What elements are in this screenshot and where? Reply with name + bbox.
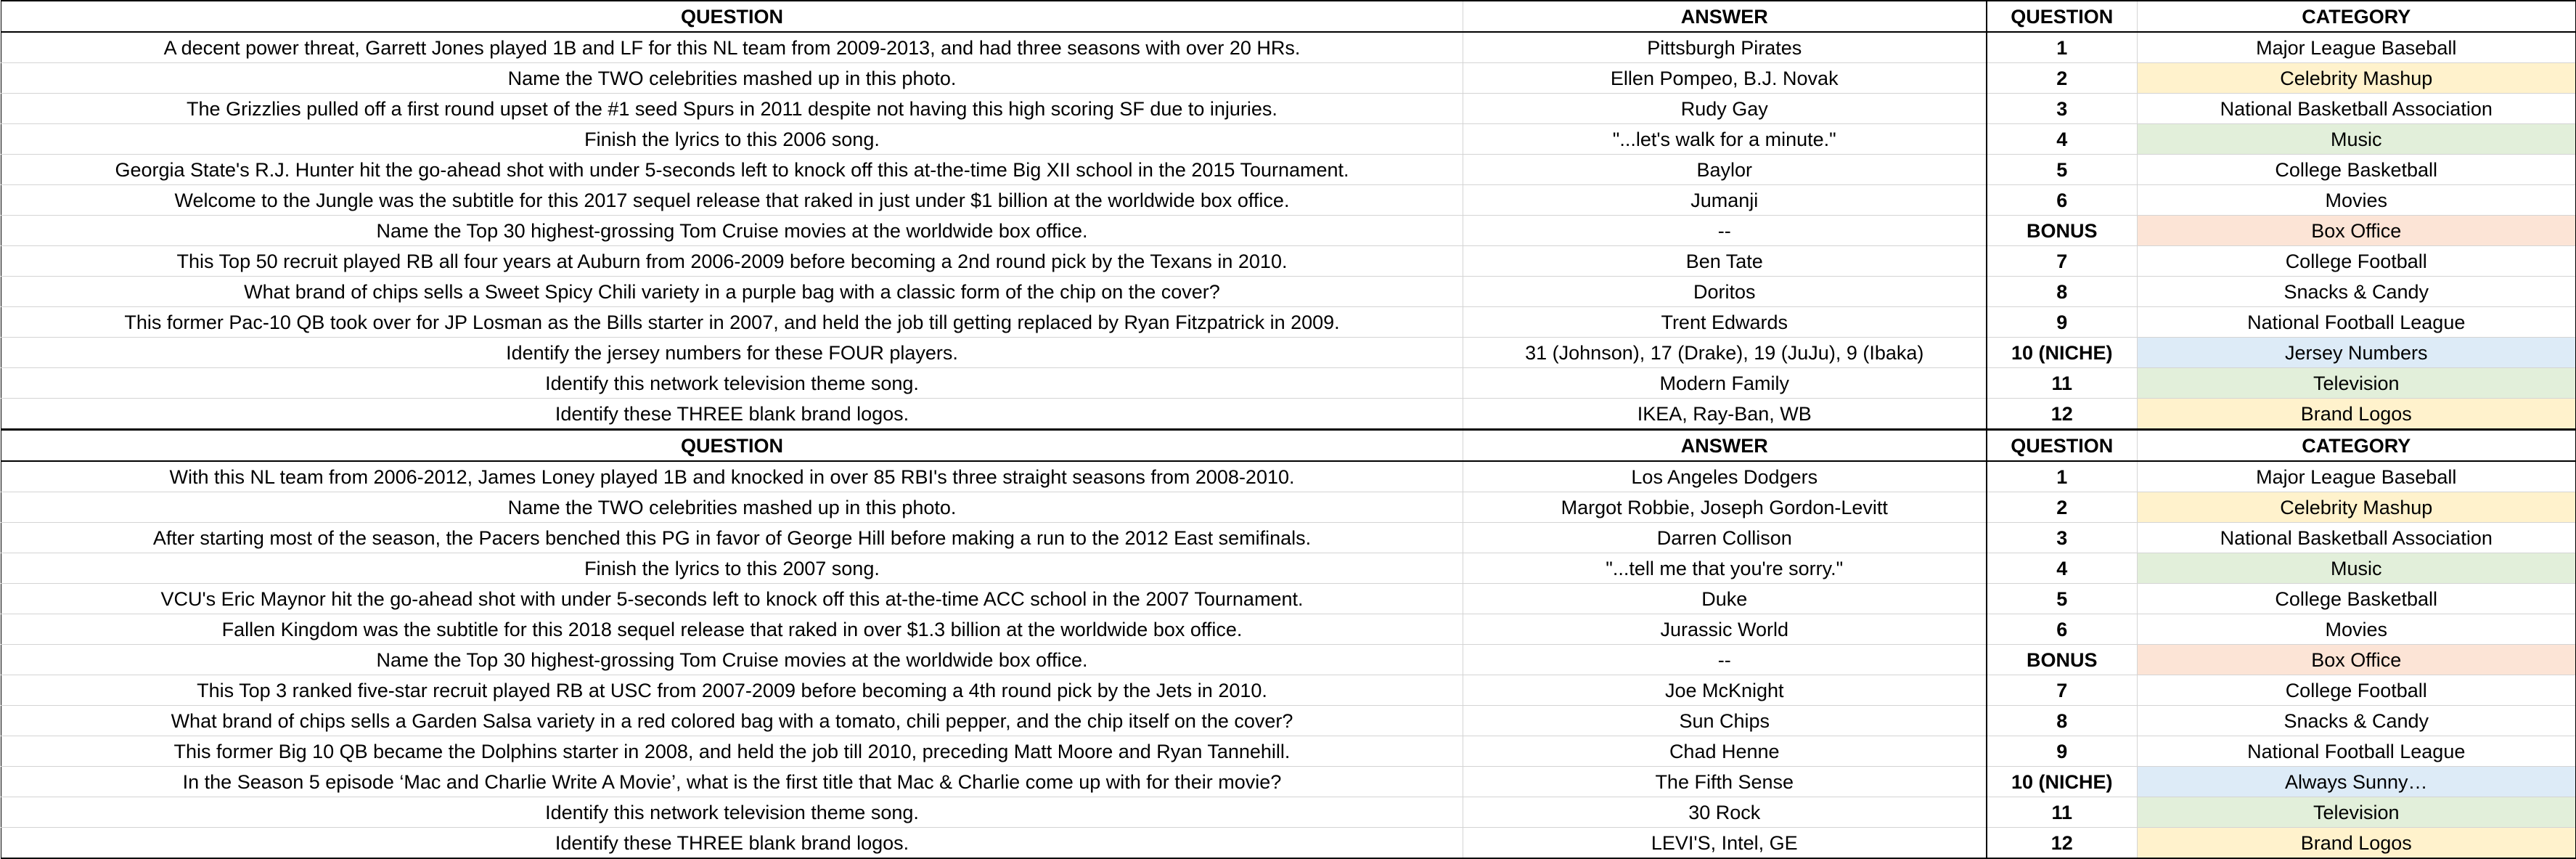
table-row — [1, 645, 2576, 675]
question-cell[interactable]: This former Big 10 QB became the Dolphins starter in 2008, and held the job till 2010, preceding Matt Moore and Ryan Tannehill. — [1, 736, 1463, 767]
answer-cell[interactable]: Margot Robbie, Joseph Gordon-Levitt — [1463, 492, 1987, 523]
question-number-cell[interactable]: 8 — [1987, 706, 2138, 736]
table-row — [1, 155, 2576, 185]
question-cell[interactable]: The Grizzlies pulled off a first round upset of the #1 seed Spurs in 2011 despite not having this high scoring SF due to injuries. — [1, 94, 1463, 124]
question-number-cell[interactable]: 4 — [1987, 124, 2138, 155]
category-cell[interactable]: Television — [2138, 797, 2576, 828]
answer-cell[interactable]: Baylor — [1463, 155, 1987, 185]
question-number-cell[interactable]: 7 — [1987, 246, 2138, 277]
category-cell[interactable]: College Basketball — [2138, 155, 2576, 185]
question-cell[interactable]: This Top 3 ranked five-star recruit played RB at USC from 2007-2009 before becoming a 4th round pick by the Jets in 2010. — [1, 675, 1463, 706]
question-number-cell[interactable]: 6 — [1987, 614, 2138, 645]
category-cell[interactable]: College Basketball — [2138, 584, 2576, 614]
answer-cell[interactable]: Jurassic World — [1463, 614, 1987, 645]
table-row — [1, 246, 2576, 277]
question-number-cell[interactable]: 11 — [1987, 797, 2138, 828]
table-row — [1, 523, 2576, 553]
table-row — [1, 185, 2576, 216]
category-cell[interactable]: National Football League — [2138, 307, 2576, 338]
category-cell[interactable]: Celebrity Mashup — [2138, 492, 2576, 523]
question-number-cell[interactable]: 6 — [1987, 185, 2138, 216]
table-row — [1, 584, 2576, 614]
question-cell[interactable]: Welcome to the Jungle was the subtitle for this 2017 sequel release that raked in just under $1 billion at the worldwide box office. — [1, 185, 1463, 216]
answer-cell[interactable]: IKEA, Ray-Ban, WB — [1463, 399, 1987, 430]
category-cell[interactable]: Major League Baseball — [2138, 461, 2576, 492]
question-number-cell[interactable]: 10 (NICHE) — [1987, 767, 2138, 797]
answer-cell[interactable]: Sun Chips — [1463, 706, 1987, 736]
question-number-cell[interactable]: 3 — [1987, 523, 2138, 553]
table-row — [1, 706, 2576, 736]
question-cell[interactable]: Name the Top 30 highest-grossing Tom Cruise movies at the worldwide box office. — [1, 645, 1463, 675]
category-cell[interactable]: Television — [2138, 368, 2576, 399]
table-row — [1, 614, 2576, 645]
question-number-cell[interactable]: 12 — [1987, 399, 2138, 430]
question-number-cell[interactable]: 1 — [1987, 461, 2138, 492]
question-number-cell[interactable]: 10 (NICHE) — [1987, 338, 2138, 368]
category-cell[interactable]: Movies — [2138, 185, 2576, 216]
category-cell[interactable]: Music — [2138, 553, 2576, 584]
header-answer[interactable]: ANSWER — [1463, 1, 1987, 32]
question-number-cell[interactable]: 4 — [1987, 553, 2138, 584]
category-cell[interactable]: National Basketball Association — [2138, 94, 2576, 124]
table-row — [1, 492, 2576, 523]
question-number-cell[interactable]: BONUS — [1987, 216, 2138, 246]
answer-cell[interactable]: Jumanji — [1463, 185, 1987, 216]
answer-cell[interactable]: "...tell me that you're sorry." — [1463, 553, 1987, 584]
answer-cell[interactable]: Joe McKnight — [1463, 675, 1987, 706]
header-number[interactable]: QUESTION — [1987, 1, 2138, 32]
table-row — [1, 368, 2576, 399]
header-category[interactable]: CATEGORY — [2138, 430, 2576, 462]
table-row — [1, 32, 2576, 63]
answer-cell[interactable]: "...let's walk for a minute." — [1463, 124, 1987, 155]
question-cell[interactable]: What brand of chips sells a Garden Salsa variety in a red colored bag with a tomato, chili pepper, and the chip itself on the cover? — [1, 706, 1463, 736]
header-question[interactable]: QUESTION — [1, 1, 1463, 32]
table-row — [1, 675, 2576, 706]
sheet-body — [1, 1, 2576, 858]
category-cell[interactable]: College Football — [2138, 675, 2576, 706]
category-cell[interactable]: Always Sunny… — [2138, 767, 2576, 797]
question-cell[interactable]: Name the Top 30 highest-grossing Tom Cruise movies at the worldwide box office. — [1, 216, 1463, 246]
category-cell[interactable]: Jersey Numbers — [2138, 338, 2576, 368]
question-number-cell[interactable]: 1 — [1987, 32, 2138, 63]
table-row — [1, 307, 2576, 338]
question-cell[interactable]: Identify these THREE blank brand logos. — [1, 399, 1463, 430]
table-row — [1, 216, 2576, 246]
category-cell[interactable]: Box Office — [2138, 645, 2576, 675]
question-cell[interactable]: Identify this network television theme song. — [1, 368, 1463, 399]
table-row — [1, 94, 2576, 124]
question-cell[interactable]: A decent power threat, Garrett Jones played 1B and LF for this NL team from 2009-2013, and had three seasons with over 20 HRs. — [1, 32, 1463, 63]
answer-cell[interactable]: Modern Family — [1463, 368, 1987, 399]
table-row — [1, 399, 2576, 430]
question-cell[interactable]: After starting most of the season, the Pacers benched this PG in favor of George Hill before making a run to the 2012 East semifinals. — [1, 523, 1463, 553]
answer-cell[interactable]: 31 (Johnson), 17 (Drake), 19 (JuJu), 9 (Ibaka) — [1463, 338, 1987, 368]
trivia-spreadsheet — [1, 0, 2576, 859]
category-cell[interactable]: Movies — [2138, 614, 2576, 645]
category-cell[interactable]: Snacks & Candy — [2138, 277, 2576, 307]
table-row — [1, 736, 2576, 767]
question-cell[interactable]: Identify these THREE blank brand logos. — [1, 828, 1463, 859]
header-row — [1, 430, 2576, 462]
question-cell[interactable]: Name the TWO celebrities mashed up in this photo. — [1, 492, 1463, 523]
table-row — [1, 797, 2576, 828]
answer-cell[interactable]: Darren Collison — [1463, 523, 1987, 553]
answer-cell[interactable]: Doritos — [1463, 277, 1987, 307]
table-row — [1, 461, 2576, 492]
question-number-cell[interactable]: 11 — [1987, 368, 2138, 399]
question-cell[interactable]: Finish the lyrics to this 2007 song. — [1, 553, 1463, 584]
question-cell[interactable]: Name the TWO celebrities mashed up in this photo. — [1, 63, 1463, 94]
category-cell[interactable]: Music — [2138, 124, 2576, 155]
answer-cell[interactable]: -- — [1463, 645, 1987, 675]
answer-cell[interactable]: LEVI'S, Intel, GE — [1463, 828, 1987, 859]
table-row — [1, 277, 2576, 307]
header-row — [1, 1, 2576, 32]
category-cell[interactable]: Celebrity Mashup — [2138, 63, 2576, 94]
answer-cell[interactable]: Los Angeles Dodgers — [1463, 461, 1987, 492]
category-cell[interactable]: Major League Baseball — [2138, 32, 2576, 63]
question-cell[interactable]: VCU's Eric Maynor hit the go-ahead shot with under 5-seconds left to knock off this at-the-time ACC school in the 2007 Tournament. — [1, 584, 1463, 614]
category-cell[interactable]: Box Office — [2138, 216, 2576, 246]
answer-cell[interactable]: 30 Rock — [1463, 797, 1987, 828]
answer-cell[interactable]: Duke — [1463, 584, 1987, 614]
table-row — [1, 124, 2576, 155]
question-number-cell[interactable]: 12 — [1987, 828, 2138, 859]
question-cell[interactable]: Georgia State's R.J. Hunter hit the go-ahead shot with under 5-seconds left to knock off this at-the-time Big XII school in the 2015 Tournament. — [1, 155, 1463, 185]
answer-cell[interactable]: Chad Henne — [1463, 736, 1987, 767]
table-row — [1, 63, 2576, 94]
header-category[interactable]: CATEGORY — [2138, 1, 2576, 32]
table-row — [1, 767, 2576, 797]
answer-cell[interactable]: Trent Edwards — [1463, 307, 1987, 338]
answer-cell[interactable]: Ellen Pompeo, B.J. Novak — [1463, 63, 1987, 94]
question-cell[interactable]: Finish the lyrics to this 2006 song. — [1, 124, 1463, 155]
question-number-cell[interactable]: 2 — [1987, 63, 2138, 94]
category-cell[interactable]: National Basketball Association — [2138, 523, 2576, 553]
question-number-cell[interactable]: 5 — [1987, 155, 2138, 185]
question-number-cell[interactable]: 9 — [1987, 736, 2138, 767]
answer-cell[interactable]: Ben Tate — [1463, 246, 1987, 277]
question-number-cell[interactable]: 9 — [1987, 307, 2138, 338]
question-number-cell[interactable]: BONUS — [1987, 645, 2138, 675]
question-number-cell[interactable]: 7 — [1987, 675, 2138, 706]
question-number-cell[interactable]: 8 — [1987, 277, 2138, 307]
question-cell[interactable]: Fallen Kingdom was the subtitle for this 2018 sequel release that raked in over $1.3 billion at the worldwide box office. — [1, 614, 1463, 645]
category-cell[interactable]: Brand Logos — [2138, 399, 2576, 430]
category-cell[interactable]: National Football League — [2138, 736, 2576, 767]
header-number[interactable]: QUESTION — [1987, 430, 2138, 462]
question-number-cell[interactable]: 5 — [1987, 584, 2138, 614]
answer-cell[interactable]: Rudy Gay — [1463, 94, 1987, 124]
question-cell[interactable]: In the Season 5 episode ‘Mac and Charlie Write A Movie’, what is the first title that Mac & Charlie come up with for their movie? — [1, 767, 1463, 797]
answer-cell[interactable]: Pittsburgh Pirates — [1463, 32, 1987, 63]
table-row — [1, 828, 2576, 859]
question-cell[interactable]: With this NL team from 2006-2012, James Loney played 1B and knocked in over 85 RBI's three straight seasons from 2008-2010. — [1, 461, 1463, 492]
question-cell[interactable]: This former Pac-10 QB took over for JP Losman as the Bills starter in 2007, and held the job till getting replaced by Ryan Fitzpatrick in 2009. — [1, 307, 1463, 338]
answer-cell[interactable]: -- — [1463, 216, 1987, 246]
header-question[interactable]: QUESTION — [1, 430, 1463, 462]
question-cell[interactable]: What brand of chips sells a Sweet Spicy Chili variety in a purple bag with a classic form of the chip on the cover? — [1, 277, 1463, 307]
table-row — [1, 553, 2576, 584]
header-answer[interactable]: ANSWER — [1463, 430, 1987, 462]
question-cell[interactable]: Identify this network television theme song. — [1, 797, 1463, 828]
category-cell[interactable]: Snacks & Candy — [2138, 706, 2576, 736]
question-cell[interactable]: This Top 50 recruit played RB all four years at Auburn from 2006-2009 before becoming a 2nd round pick by the Texans in 2010. — [1, 246, 1463, 277]
question-number-cell[interactable]: 2 — [1987, 492, 2138, 523]
category-cell[interactable]: College Football — [2138, 246, 2576, 277]
answer-cell[interactable]: The Fifth Sense — [1463, 767, 1987, 797]
question-number-cell[interactable]: 3 — [1987, 94, 2138, 124]
question-cell[interactable]: Identify the jersey numbers for these FOUR players. — [1, 338, 1463, 368]
category-cell[interactable]: Brand Logos — [2138, 828, 2576, 859]
table-row — [1, 338, 2576, 368]
